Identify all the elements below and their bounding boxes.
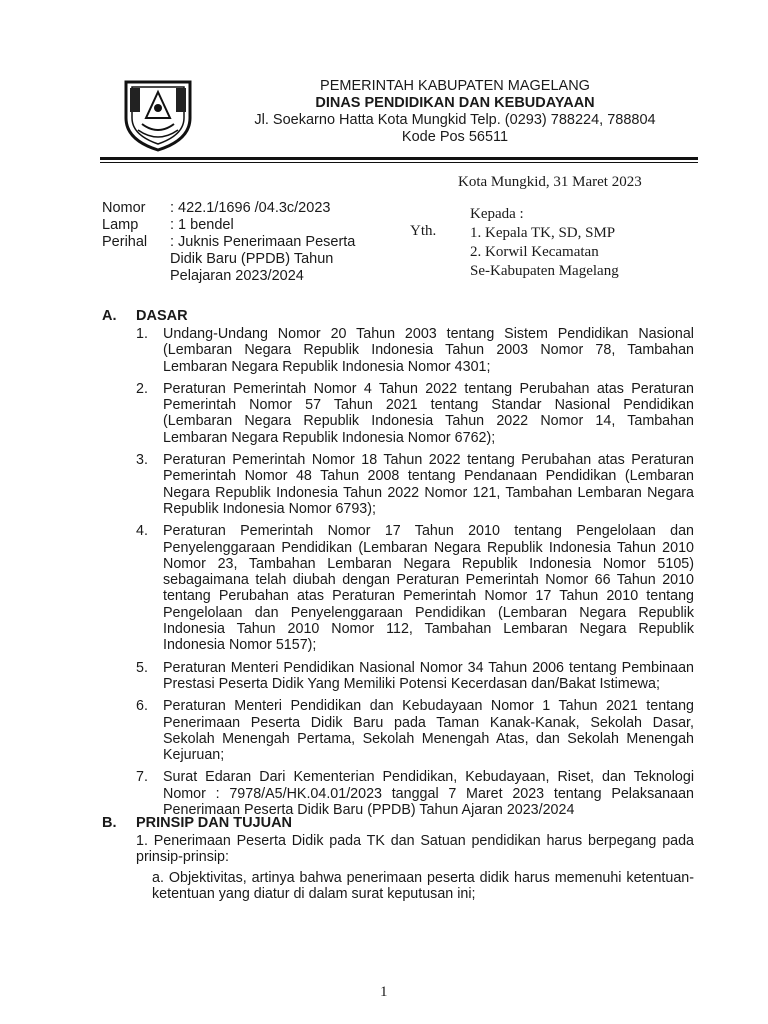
item-number: 2.: [136, 380, 148, 397]
item-text: Undang-Undang Nomor 20 Tahun 2003 tentang Sistem Pendidikan Nasional (Lembaran Negara Republik Indonesia Tahun 2003 Nomor 78, Tambahan Lembaran Negara Republik Indonesia Nomor 4301;: [163, 326, 694, 375]
item-text: Surat Edaran Dari Kementerian Pendidikan, Kebudayaan, Riset, dan Teknologi Nomor : 7978/A5/HK.04.01/2023 tanggal 7 Maret 2023 tentang Pelaksanaan Penerimaan Peserta Didik Baru (PPDB) Tahun Ajaran 2023/2024: [163, 769, 694, 819]
list-item: [136, 381, 694, 446]
meta-row: [102, 251, 380, 268]
meta-value: : Juknis Penerimaan Peserta: [170, 234, 356, 250]
yth-label: Yth.: [410, 223, 437, 239]
item-text: Peraturan Pemerintah Nomor 18 Tahun 2022 tentang Perubahan atas Peraturan Pemerintah Nomor 48 Tahun 2008 tentang Pendanaan Pendidikan (Lembaran Negara Republik Indonesia Tahun 2022 Nomor 121, Tambahan Lembaran Negara Republik Indonesia Nomor 6793);: [163, 452, 694, 517]
meta-value: : 422.1/1696 /04.3c/2023: [170, 200, 331, 216]
item-number: 3.: [136, 452, 148, 469]
section-a-letter: A.: [102, 308, 117, 324]
meta-row: [102, 217, 380, 234]
item-text: Peraturan Menteri Pendidikan dan Kebudayaan Nomor 1 Tahun 2021 tentang Penerimaan Peserta Didik Baru pada Taman Kanak-Kanak, Sekolah Dasar, Sekolah Menengah Pertama, Sekolah Menengah Atas, dan Sekolah Menengah Kejuruan;: [163, 698, 694, 764]
letterhead: [200, 78, 710, 146]
recipient-line: Se-Kabupaten Magelang: [470, 263, 619, 279]
list-item: [136, 452, 694, 517]
government-name: PEMERINTAH KABUPATEN MAGELANG: [320, 78, 590, 94]
page-number: 1: [380, 984, 388, 1000]
item-number: 7.: [136, 769, 148, 786]
item-text: Peraturan Menteri Pendidikan Nasional Nomor 34 Tahun 2006 tentang Pembinaan Prestasi Peserta Didik Yang Memiliki Potensi Kecerdasan dan/Bakat Istimewa;: [163, 659, 694, 692]
item-number: 6.: [136, 698, 148, 715]
meta-key: [102, 251, 170, 268]
list-item: [136, 523, 694, 653]
meta-value: : 1 bendel: [170, 217, 234, 233]
item-text: Peraturan Pemerintah Nomor 4 Tahun 2022 tentang Perubahan atas Peraturan Pemerintah Nomor 57 Tahun 2021 tentang Standar Nasional Pendidikan (Lembaran Negara Republik Indonesia Tahun 2022 Nomor 14, Tambahan Lembaran Negara Republik Indonesia Nomor 6762);: [163, 380, 694, 446]
recipient-block: [470, 205, 619, 281]
meta-row: [102, 268, 380, 285]
letter-meta: [102, 200, 380, 285]
postal-code: Kode Pos 56511: [401, 129, 509, 145]
meta-row: [102, 200, 380, 217]
meta-value: Didik Baru (PPDB) Tahun: [170, 251, 334, 267]
meta-key: Nomor: [102, 200, 146, 216]
item-number: 5.: [136, 659, 148, 676]
list-item: [136, 769, 694, 818]
office-name: DINAS PENDIDIKAN DAN KEBUDAYAAN: [315, 95, 595, 111]
recipient-line: 1. Kepala TK, SD, SMP: [470, 225, 616, 241]
section-b-letter: B.: [102, 815, 117, 831]
list-item: [136, 660, 694, 693]
meta-key: [102, 268, 170, 285]
recipient-title: Kepada :: [470, 206, 524, 222]
item-number: 1.: [136, 326, 148, 342]
section-b-subitem: a. Objektivitas, artinya bahwa penerimaan peserta didik harus memenuhi ketentuan-ketentuan yang diatur di dalam surat keputusan ini;: [152, 869, 694, 902]
letterhead-divider-thick: [100, 157, 698, 160]
list-item: [136, 326, 694, 375]
section-b-item: 1. Penerimaan Peserta Didik pada TK dan Satuan pendidikan harus berpegang pada prinsip-prinsip:: [136, 833, 694, 866]
recipient-line: 2. Korwil Kecamatan: [470, 244, 599, 260]
section-b-title: PRINSIP DAN TUJUAN: [136, 815, 293, 831]
office-address: Jl. Soekarno Hatta Kota Mungkid Telp. (0293) 788224, 788804: [254, 112, 656, 128]
meta-key: Lamp: [102, 217, 139, 233]
letter-date: Kota Mungkid, 31 Maret 2023: [458, 174, 642, 190]
regency-emblem-logo: [120, 78, 196, 152]
meta-value: Pelajaran 2023/2024: [170, 268, 304, 284]
section-a-title: DASAR: [136, 308, 188, 324]
section-b-body: [136, 833, 694, 902]
meta-key: Perihal: [102, 234, 148, 250]
item-number: 4.: [136, 523, 148, 540]
meta-row: [102, 234, 380, 251]
letterhead-divider-thin: [100, 162, 698, 163]
list-item: [136, 698, 694, 763]
section-a-list: [136, 326, 694, 824]
item-text: Peraturan Pemerintah Nomor 17 Tahun 2010 tentang Pengelolaan dan Penyelenggaraan Pendidikan (Lembaran Negara Republik Indonesia Tahun 2010 Nomor 23, Tambahan Lembaran Negara Republik Indonesia Nomor 5105) sebagaimana telah diubah dengan Peraturan Pemerintah Nomor 66 Tahun 2010 tentang Perubahan atas Peraturan Pemerintah Nomor 17 Tahun 2010 tentang Pengelolaan dan Penyelenggaraan Pendidikan (Lembaran Negara Republik Indonesia Tahun 2010 Nomor 112, Tambahan Lembaran Negara Republik Indonesia Nomor 5157);: [163, 523, 694, 654]
